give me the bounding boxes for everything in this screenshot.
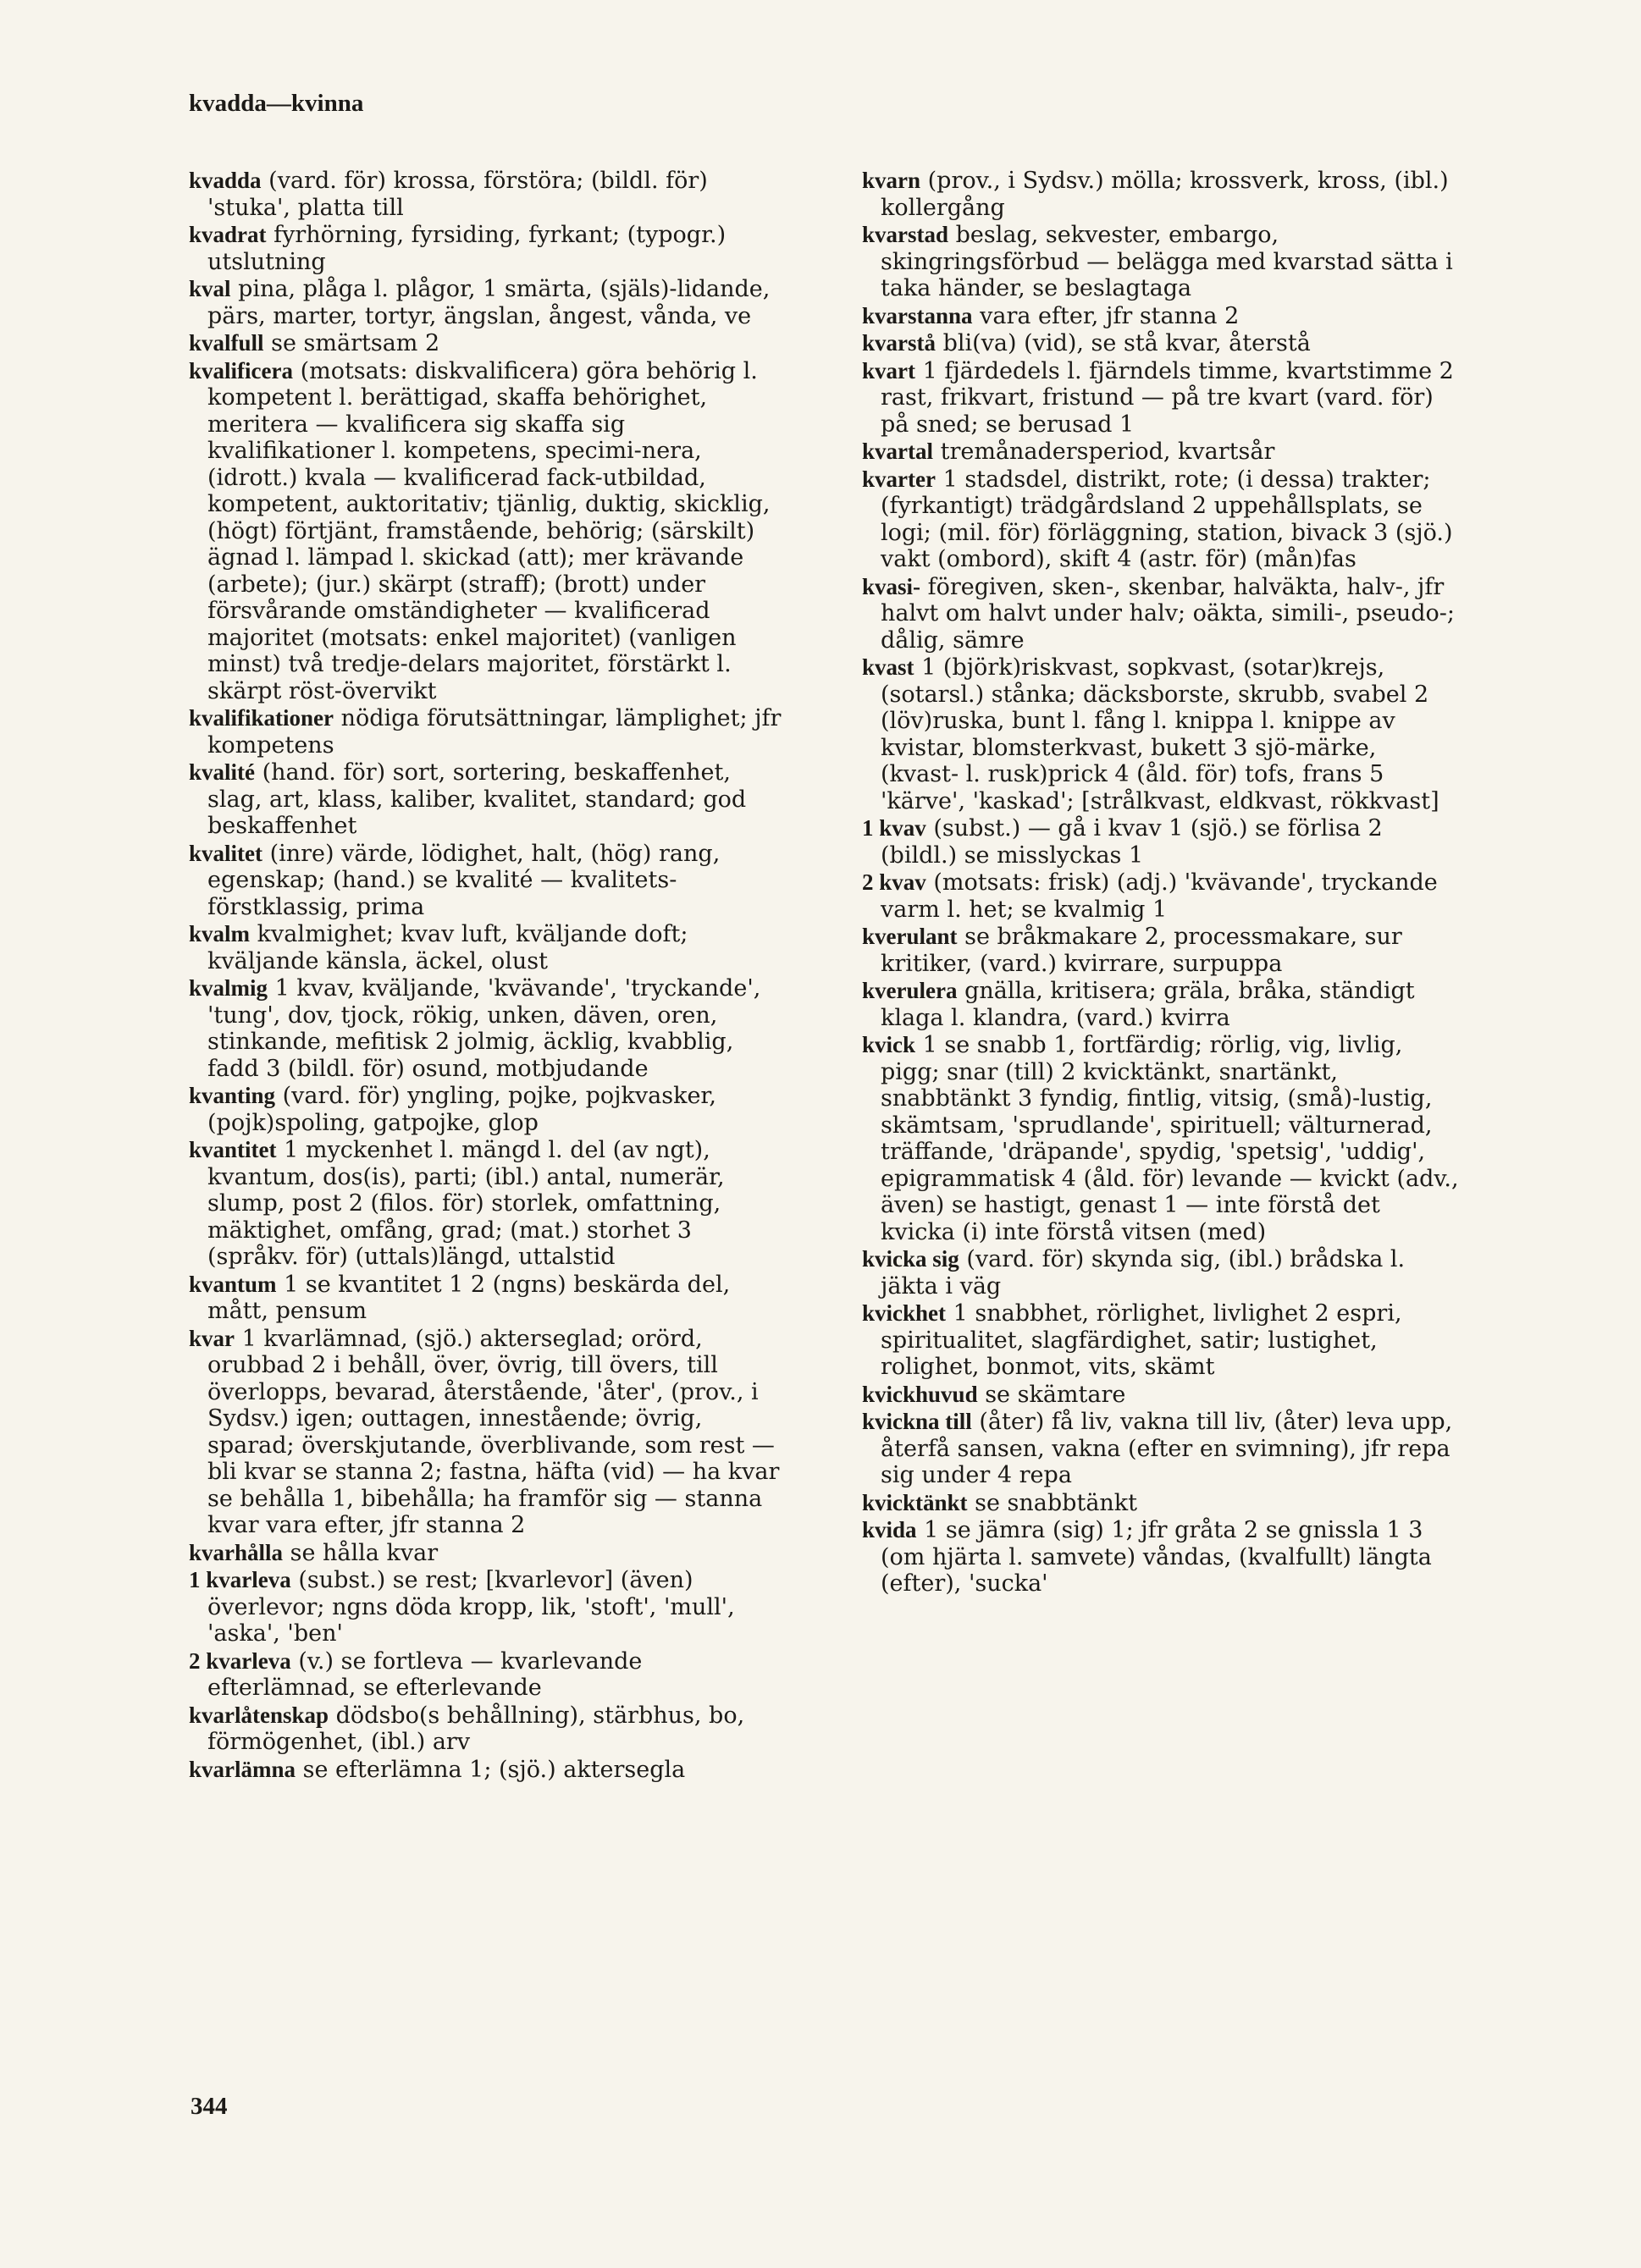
entry-headword: kvarn [862,168,921,193]
entry-headword: kvadda [189,168,262,193]
dictionary-entry [862,1300,1460,1381]
dictionary-entry [862,978,1460,1031]
entry-definition: nödiga förutsättningar, lämplighet; jfr kompetens [207,705,782,759]
entry-headword: kvicktänkt [862,1489,968,1515]
dictionary-entry [189,1326,787,1539]
entry-headword: kvast [862,654,914,680]
entry-definition: se hålla kvar [290,1539,439,1566]
entry-headword: 1 kvarleva [189,1567,291,1592]
entry-headword: kvadrat [189,222,267,247]
entry-headword: kval [189,276,231,301]
entry-definition: (vard. för) krossa, förstöra; (bildl. för) 'stuka', platta till [207,168,708,221]
entry-headword: kvalifikationer [189,705,334,731]
entry-definition: 1 se snabb 1, fortfärdig; rörlig, vig, livlig, pigg; snar (till) 2 kvicktänkt, snartänkt, snabbtänkt 3 fyndig, fintlig, vitsig, (små)-lustig, skämtsam, 'sprudlande', spirituell; välturnerad, träffande, 'dräpande', spydig, 'spetsig', 'uddig', epigrammatisk 4 (åld. för) levande — kvickt (adv., även) se hastigt, genast 1 — inte förstå det kvicka (i) inte förstå vitsen (med) [881,1032,1459,1245]
page-number: 344 [191,2093,228,2120]
entry-headword: kvarstå [862,330,936,356]
entry-definition: 1 myckenhet l. mängd l. del (av ngt), kvantum, dos(is), parti; (ibl.) antal, numerär, slump, post 2 (filos. för) storlek, omfattning, mäktighet, omfång, grad; (mat.) storhet 3 (språkv. för) (uttals)längd, uttalstid [207,1137,725,1270]
dictionary-entry [189,1567,787,1647]
entry-definition: se bråkmakare 2, processmakare, sur kritiker, (vard.) kvirrare, surpuppa [881,924,1402,977]
entry-definition: (åter) få liv, vakna till liv, (åter) leva upp, återfå sansen, vakna (efter en svimning), jfr repa sig under 4 repa [881,1409,1453,1488]
dictionary-entry [189,705,787,759]
dictionary-entry [189,1540,787,1567]
right-column [862,168,1460,1598]
entry-headword: 1 kvav [862,815,926,841]
entry-definition: tremånadersperiod, kvartsår [940,439,1275,465]
entry-headword: kvalfull [189,330,264,356]
entry-definition: fyrhörning, fyrsiding, fyrkant; (typogr.) utslutning [207,222,727,275]
entry-definition: gnälla, kritisera; gräla, bråka, ständigt klaga l. klandra, (vard.) kvirra [881,978,1415,1031]
dictionary-entry [189,841,787,921]
dictionary-entry [189,330,787,357]
entry-definition: (prov., i Sydsv.) mölla; krossverk, kross, (ibl.) kollergång [881,168,1449,221]
dictionary-entry [862,1032,1460,1245]
dictionary-entry [862,1517,1460,1598]
entry-headword: kvanting [189,1083,276,1108]
entry-definition: (subst.) — gå i kvav 1 (sjö.) se förlisa 2 (bildl.) se misslyckas 1 [881,815,1383,869]
dictionary-entry [862,1409,1460,1489]
dictionary-entry [862,924,1460,977]
dictionary-entry [862,869,1460,923]
entry-definition: vara efter, jfr stanna 2 [980,302,1240,329]
entry-definition: beslag, sekvester, embargo, skingringsförbud — belägga med kvarstad sätta i taka händer, se beslagtaga [881,222,1453,301]
entry-definition: se efterlämna 1; (sjö.) aktersegla [302,1756,686,1783]
left-column [189,168,787,1784]
dictionary-entry [862,222,1460,302]
entry-headword: kvicka sig [862,1246,959,1272]
entry-headword: kvickna till [862,1409,972,1434]
dictionary-entry [862,1246,1460,1300]
dictionary-entry [862,654,1460,814]
entry-definition: bli(va) (vid), se stå kvar, återstå [942,330,1311,356]
entry-headword: kvick [862,1032,916,1057]
entry-headword: kvartal [862,439,933,464]
entry-definition: 1 fjärdedels l. fjärndels timme, kvartstimme 2 rast, frikvart, fristund — på tre kvart (vard. för) på sned; se berusad 1 [881,357,1454,438]
entry-definition: kvalmighet; kvav luft, kväljande doft; kväljande känsla, äckel, olust [207,921,688,974]
entry-definition: se snabbtänkt [975,1489,1138,1516]
dictionary-entry [862,330,1460,357]
entry-headword: kvarstanna [862,302,973,328]
entry-definition: 1 kvav, kväljande, 'kvävande', 'tryckande', 'tung', dov, tjock, rökig, unken, däven, oren, stinkande, mefitisk 2 jolmig, äcklig, kvabblig, fadd 3 (bildl. för) osund, motbjudande [207,975,761,1082]
dictionary-entry [189,1757,787,1784]
entry-definition: pina, plåga l. plågor, 1 smärta, (själs)-lidande, pärs, marter, tortyr, ängslan, ångest, vånda, ve [207,276,771,329]
entry-definition: 1 se jämra (sig) 1; jfr gråta 2 se gnissla 1 3 (om hjärta l. samvete) våndas, (kvalfullt) längta (efter), 'sucka' [881,1517,1432,1597]
entry-headword: kvantum [189,1271,277,1297]
entry-headword: kvalm [189,921,251,946]
entry-definition: (subst.) se rest; [kvarlevor] (även) överlevor; ngns döda kropp, lik, 'stoft', 'mull', 'aska', 'ben' [207,1567,735,1647]
dictionary-entry [862,1382,1460,1409]
entry-definition: 1 se kvantitet 1 2 (ngns) beskärda del, mått, pensum [207,1271,731,1324]
entry-definition: dödsbo(s behållning), stärbhus, bo, förmögenhet, (ibl.) arv [207,1702,745,1755]
dictionary-entry [862,466,1460,573]
entry-headword: 2 kvav [862,869,926,895]
entry-definition: se smärtsam 2 [271,330,440,356]
entry-headword: kvalificera [189,357,293,384]
entry-headword: kvalitet [189,840,262,866]
dictionary-entry [862,168,1460,221]
entry-headword: kvarstad [862,222,949,247]
dictionary-entry [189,1083,787,1136]
dictionary-entry [189,1702,787,1756]
entry-headword: kvickhuvud [862,1381,978,1407]
dictionary-entry [189,276,787,329]
entry-definition: (vard. för) yngling, pojke, pojkvasker, (pojk)spoling, gatpojke, glop [207,1083,716,1136]
entry-headword: kvantitet [189,1137,277,1162]
entry-definition: se skämtare [985,1381,1126,1408]
entry-definition: (motsats: frisk) (adj.) 'kvävande', tryckande varm l. het; se kvalmig 1 [881,869,1438,923]
entry-headword: 2 kvarleva [189,1647,291,1674]
entry-headword: kvalmig [189,975,268,1001]
entry-definition: 1 snabbhet, rörlighet, livlighet 2 espri, spiritualitet, slagfärdighet, satir; lustighet, rolighet, bonmot, vits, skämt [881,1300,1402,1380]
dictionary-entry [862,574,1460,654]
dictionary-entry [189,1648,787,1702]
entry-definition: (inre) värde, lödighet, halt, (hög) rang, egenskap; (hand.) se kvalité — kvalitets-förstklassig, prima [207,840,721,920]
dictionary-entry [189,1137,787,1271]
entry-definition: (v.) se fortleva — kvarlevande efterlämnad, se efterlevande [207,1647,643,1701]
entry-headword: kvart [862,357,915,384]
dictionary-entry [189,975,787,1082]
entry-headword: kvarhålla [189,1539,284,1565]
dictionary-entry [189,1272,787,1325]
dictionary-entry [189,759,787,840]
dictionary-entry [862,1490,1460,1517]
dictionary-entry [862,815,1460,869]
entry-definition: (vard. för) skynda sig, (ibl.) brådska l. jäkta i väg [881,1246,1406,1300]
running-header: kvadda—kvinna [189,90,364,117]
entry-definition: 1 stadsdel, distrikt, rote; (i dessa) trakter; (fyrkantigt) trädgårdsland 2 uppehållsplats, se logi; (mil. för) förläggning, station, bivack 3 (sjö.) vakt (ombord), skift 4 (astr. för) (mån)fas [881,466,1453,572]
dictionary-entry [189,168,787,221]
dictionary-entry [189,921,787,974]
entry-headword: kvarlämna [189,1756,296,1782]
entry-headword: kverulant [862,924,958,949]
entry-definition: (hand. för) sort, sortering, beskaffenhet, slag, art, klass, kaliber, kvalitet, standard; god beskaffenhet [207,759,747,839]
entry-headword: kvar [189,1325,235,1351]
entry-headword: kvasi- [862,573,921,599]
entry-definition: föregiven, sken-, skenbar, halväkta, halv-, jfr halvt om halvt under halv; oäkta, simili-, pseudo-; dålig, sämre [881,573,1456,654]
entry-definition: 1 kvarlämnad, (sjö.) akterseglad; orörd, orubbad 2 i behåll, över, övrig, till övers, till överlopps, bevarad, återstående, 'åter', (prov., i Sydsv.) igen; outtagen, innestående; övrig, sparad; överskjutande, överblivande, som rest — bli kvar se stanna 2; fastna, häfta (vid) — ha kvar se behålla 1, bibehålla; ha framför sig — stanna kvar vara efter, jfr stanna 2 [207,1325,780,1538]
entry-headword: kvarter [862,466,936,492]
entry-headword: kverulera [862,978,958,1003]
dictionary-entry [189,358,787,705]
dictionary-entry [189,222,787,275]
entry-headword: kvickhet [862,1300,947,1326]
dictionary-entry [862,439,1460,466]
dictionary-entry [862,303,1460,330]
entry-definition: 1 (björk)riskvast, sopkvast, (sotar)krejs, (sotarsl.) stånka; däcksborste, skrubb, svabel 2 (löv)ruska, bunt l. fång l. knippa l. knippe av kvistar, blomsterkvast, bukett 3 sjö-märke, (kvast- l. rusk)prick 4 (åld. för) tofs, frans 5 'kärve', 'kaskad'; [strålkvast, eldkvast, rökkvast] [881,654,1439,814]
dictionary-entry [862,358,1460,439]
entry-headword: kvalité [189,759,255,785]
entry-definition: (motsats: diskvalificera) göra behörig l. kompetent l. berättigad, skaffa behörighet, meritera — kvalificera sig skaffa sig kvalifikationer l. kompetens, specimi-nera, (idrott.) kvala — kvalificerad fack-utbildad, kompetent, auktoritativ; tjänlig, duktig, skicklig, (högt) förtjänt, framstående, behörig; (särskilt) ägnad l. lämpad l. skickad (att); mer krävande (arbete); (jur.) skärpt (straff); (brott) under försvårande omständigheter — kvalificerad majoritet (motsats: enkel majoritet) (vanligen minst) två tredje-delars majoritet, förstärkt l. skärpt röst-övervikt [207,357,771,704]
entry-headword: kvarlåtenskap [189,1702,329,1728]
entry-headword: kvida [862,1517,917,1542]
